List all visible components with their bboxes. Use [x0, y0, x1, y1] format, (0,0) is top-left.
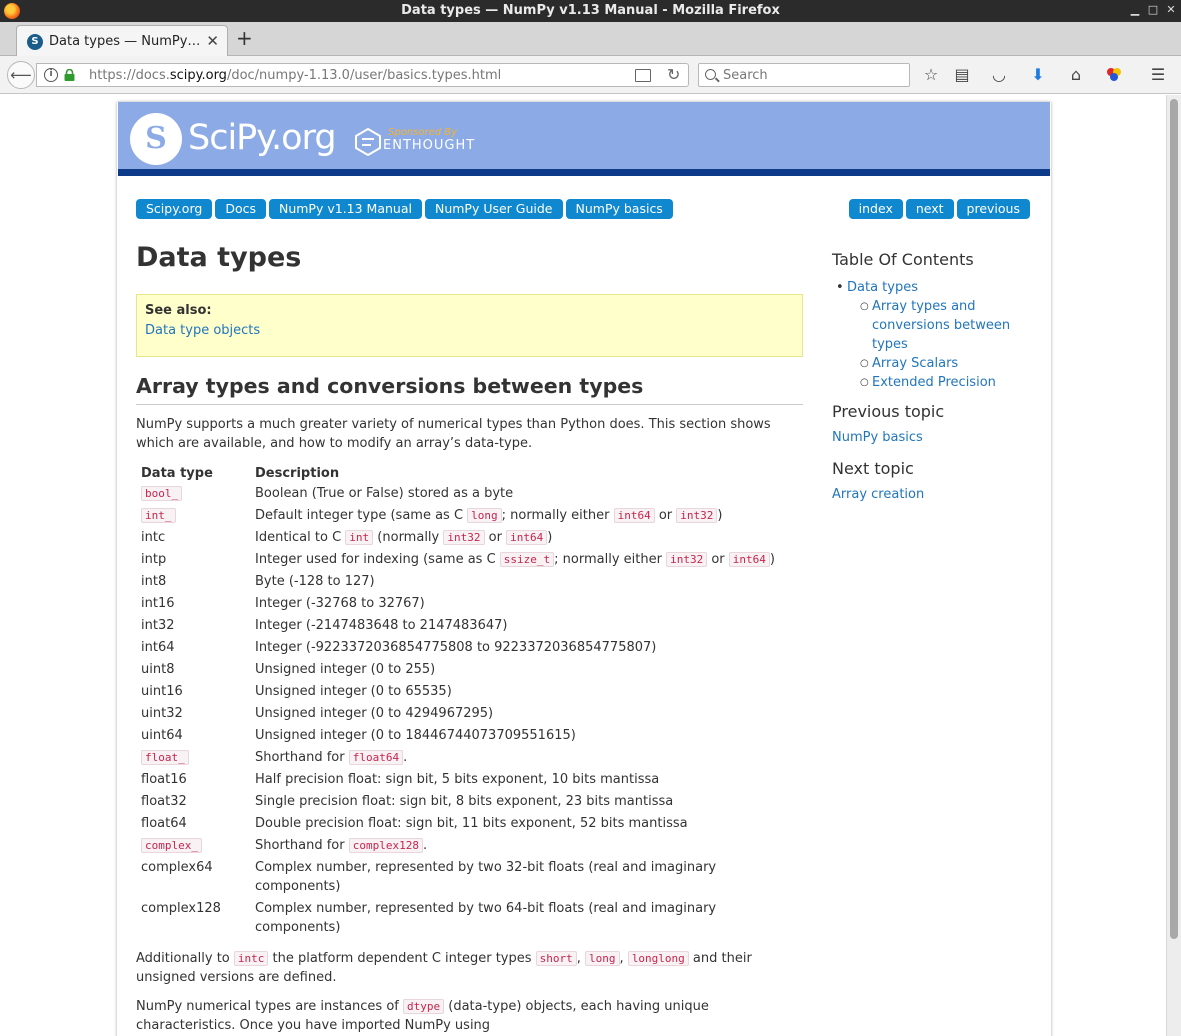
data-type-cell: [136, 724, 250, 746]
description-cell: [250, 570, 803, 592]
text-segment: Unsigned integer (0 to 18446744073709551615): [255, 728, 576, 743]
text-segment: (normally: [373, 530, 444, 545]
data-type-cell: [136, 812, 250, 834]
scipy-logo-icon[interactable]: S: [130, 113, 182, 165]
table-row: [136, 768, 803, 790]
info-icon[interactable]: i: [44, 68, 58, 82]
scipy-banner: [118, 102, 1050, 176]
description-cell: [250, 636, 803, 658]
inline-code: int32: [666, 552, 707, 567]
data-type-name: uint8: [141, 662, 175, 677]
enthought-logo-icon: [355, 128, 381, 156]
description-cell: [250, 592, 803, 614]
window-title: Data types — NumPy v1.13 Manual - Mozilla Firefox: [401, 3, 780, 18]
url-text[interactable]: https://docs.scipy.org/doc/numpy-1.13.0/user/basics.types.html: [89, 68, 502, 83]
inline-code: longlong: [628, 951, 689, 966]
table-row: [136, 526, 803, 548]
maximize-icon[interactable]: □: [1147, 3, 1159, 16]
window-titlebar: [0, 0, 1181, 22]
description-cell: [250, 790, 803, 812]
inline-code: long: [585, 951, 620, 966]
breadcrumb-numpy-user-guide[interactable]: NumPy User Guide: [425, 199, 563, 219]
toc-item: [847, 278, 1032, 392]
data-type-cell: [136, 856, 250, 897]
pocket-icon[interactable]: ◡: [992, 65, 1006, 84]
minimize-icon[interactable]: ▁: [1130, 3, 1140, 16]
bookmarks-list-icon[interactable]: ▤: [954, 65, 970, 84]
reader-view-icon[interactable]: [635, 69, 651, 82]
main-content: [136, 242, 803, 1035]
text-segment: ,: [576, 951, 586, 966]
description-cell: [250, 812, 803, 834]
previous-topic-link[interactable]: NumPy basics: [832, 430, 923, 445]
toc-link-data-types[interactable]: Data types: [847, 280, 918, 295]
text-segment: Integer used for indexing (same as C: [255, 552, 500, 567]
breadcrumb-numpy-v1-13-manual[interactable]: NumPy v1.13 Manual: [269, 199, 422, 219]
scipy-logo-text[interactable]: SciPy.org: [188, 118, 336, 158]
inline-code: ssize_t: [500, 552, 554, 567]
text-segment: Single precision float: sign bit, 8 bits exponent, 23 bits mantissa: [255, 794, 674, 809]
sponsored-by-label: Sponsored By: [388, 127, 458, 138]
table-row: [136, 592, 803, 614]
text-segment: (data-type) objects, each having unique characteristics. Once you have imported NumPy using: [136, 999, 709, 1033]
previous-topic-heading: Previous topic: [832, 402, 945, 421]
data-types-table: [136, 464, 803, 938]
nav-previous-button[interactable]: previous: [957, 199, 1030, 219]
data-type-name: int32: [141, 618, 175, 633]
description-cell: [250, 834, 803, 856]
toc-heading: Table Of Contents: [832, 250, 974, 269]
text-segment: Integer (-32768 to 32767): [255, 596, 425, 611]
table-row: [136, 504, 803, 526]
inline-code: int64: [614, 508, 655, 523]
description-cell: [250, 504, 803, 526]
text-segment: Complex number, represented by two 64-bit floats (real and imaginary components): [255, 901, 717, 935]
description-cell: [250, 526, 803, 548]
toc-subitem: [872, 297, 1032, 354]
back-button[interactable]: ⟵: [7, 61, 35, 89]
vertical-scrollbar[interactable]: [1166, 95, 1181, 1036]
data-type-cell: [136, 636, 250, 658]
text-segment: or: [707, 552, 729, 567]
inline-code: int: [345, 530, 373, 545]
data-type-name: float64: [141, 816, 187, 831]
text-segment: Complex number, represented by two 32-bit floats (real and imaginary components): [255, 860, 717, 894]
data-type-cell: [136, 504, 250, 526]
description-cell: [250, 680, 803, 702]
text-segment: Double precision float: sign bit, 11 bits exponent, 52 bits mantissa: [255, 816, 688, 831]
lock-icon: [64, 69, 75, 81]
inline-code: short: [536, 951, 577, 966]
table-row: [136, 790, 803, 812]
color-addon-icon[interactable]: [1104, 65, 1124, 85]
toc-link-extended-precision[interactable]: Extended Precision: [872, 375, 996, 390]
data-type-name: float16: [141, 772, 187, 787]
data-type-name: float32: [141, 794, 187, 809]
docs-page: [117, 102, 1051, 1036]
data-type-name: int16: [141, 596, 175, 611]
section-title: Array types and conversions between types: [136, 374, 803, 405]
description-cell: [250, 548, 803, 570]
tab-strip: [0, 22, 1181, 56]
sidebar: [832, 250, 1032, 516]
table-row: [136, 702, 803, 724]
data-type-name: int64: [141, 640, 175, 655]
tab-close-icon[interactable]: ✕: [206, 32, 219, 50]
text-segment: .: [422, 838, 428, 853]
text-segment: the platform dependent C integer types: [268, 951, 536, 966]
dtype-paragraph: [136, 997, 803, 1035]
table-row: [136, 834, 803, 856]
data-type-cell: [136, 658, 250, 680]
text-segment: Byte (-128 to 127): [255, 574, 375, 589]
table-row: [136, 724, 803, 746]
breadcrumb-docs[interactable]: Docs: [215, 199, 266, 219]
text-segment: or: [654, 508, 677, 523]
toc-list: [847, 278, 1032, 392]
text-segment: Additionally to: [136, 951, 234, 966]
inline-code: intc: [234, 951, 269, 966]
data-type-cell: [136, 548, 250, 570]
data-type-name[interactable]: float_: [141, 750, 189, 765]
data-type-name: intp: [141, 552, 167, 567]
data-type-cell: [136, 570, 250, 592]
inline-code: int64: [729, 552, 770, 567]
inline-code: int64: [506, 530, 547, 545]
close-window-icon[interactable]: ✕: [1166, 3, 1176, 16]
table-row: [136, 812, 803, 834]
text-segment: ; normally either: [501, 508, 614, 523]
table-row: [136, 614, 803, 636]
data-type-name: uint64: [141, 728, 183, 743]
description-cell: [250, 897, 803, 938]
description-cell: [250, 768, 803, 790]
tab-data-types[interactable]: [16, 25, 228, 56]
table-row: [136, 856, 803, 897]
text-segment: Integer (-9223372036854775808 to 9223372036854775807): [255, 640, 657, 655]
data-type-cell: [136, 746, 250, 768]
data-type-cell: [136, 768, 250, 790]
inline-code: long: [467, 508, 502, 523]
text-segment: Unsigned integer (0 to 4294967295): [255, 706, 494, 721]
text-segment: Shorthand for: [255, 838, 349, 853]
toc-subitem: [872, 354, 1032, 373]
column-header-description: Description: [255, 466, 340, 481]
scrollbar-thumb[interactable]: [1170, 99, 1178, 939]
data-type-name: int8: [141, 574, 167, 589]
inline-code: int32: [676, 508, 717, 523]
data-type-cell: [136, 897, 250, 938]
breadcrumb-scipy-org[interactable]: Scipy.org: [136, 199, 212, 219]
breadcrumb-numpy-basics[interactable]: NumPy basics: [566, 199, 673, 219]
table-row: [136, 658, 803, 680]
data-type-cell: [136, 526, 250, 548]
table-row: [136, 548, 803, 570]
inline-code: complex128: [349, 838, 423, 853]
tab-title: Data types — NumPy…: [49, 34, 201, 49]
new-tab-button[interactable]: +: [236, 26, 253, 50]
toc-subitem: [872, 373, 1032, 392]
see-also-label: See also:: [145, 303, 212, 318]
text-segment: Boolean (True or False) stored as a byte: [255, 486, 514, 501]
data-type-cell: [136, 790, 250, 812]
bookmark-star-icon[interactable]: ☆: [923, 65, 939, 84]
data-type-cell: [136, 680, 250, 702]
nav-next-button[interactable]: next: [906, 199, 954, 219]
search-icon: [705, 69, 716, 80]
text-segment: and their unsigned versions are defined.: [136, 951, 752, 985]
inline-code: int32: [443, 530, 484, 545]
data-type-name[interactable]: bool_: [141, 486, 182, 501]
search-input[interactable]: [723, 67, 903, 83]
see-also-link[interactable]: Data type objects: [145, 323, 261, 338]
intro-paragraph: NumPy supports a much greater variety of numerical types than Python does. This section shows which are available, and how to modify an array’s data-type.: [136, 417, 771, 451]
platform-types-paragraph: [136, 949, 803, 987]
table-row: [136, 746, 803, 768]
page-viewport: [0, 95, 1181, 1036]
description-cell: [250, 702, 803, 724]
inline-code: float64: [349, 750, 403, 765]
description-cell: [250, 614, 803, 636]
reload-icon[interactable]: ↻: [667, 65, 681, 84]
text-segment: .: [403, 750, 408, 765]
sponsor-name[interactable]: ENTHOUGHT: [383, 138, 476, 153]
toc-sublist: [872, 297, 1032, 392]
data-type-name: intc: [141, 530, 166, 545]
text-segment: Unsigned integer (0 to 65535): [255, 684, 452, 699]
description-cell: [250, 856, 803, 897]
text-segment: Half precision float: sign bit, 5 bits exponent, 10 bits mantissa: [255, 772, 660, 787]
table-header-row: [136, 464, 803, 482]
menu-icon[interactable]: ☰: [1150, 65, 1166, 84]
table-row: [136, 570, 803, 592]
inline-code: dtype: [403, 999, 444, 1014]
text-segment: Default integer type (same as C: [255, 508, 468, 523]
description-cell: [250, 658, 803, 680]
text-segment: or: [484, 530, 507, 545]
data-type-cell: [136, 614, 250, 636]
toc-link-array-types-and-conversions-between-types[interactable]: Array types and conversions between types: [872, 299, 1011, 352]
text-segment: ; normally either: [554, 552, 667, 567]
breadcrumb: [136, 199, 676, 219]
data-type-name: uint16: [141, 684, 183, 699]
text-segment: ): [769, 552, 775, 567]
table-row: [136, 680, 803, 702]
toc-link-array-scalars[interactable]: Array Scalars: [872, 356, 959, 371]
data-type-name: complex64: [141, 860, 213, 875]
search-bar[interactable]: [698, 63, 910, 87]
nav-index-button[interactable]: index: [849, 199, 903, 219]
table-row: [136, 482, 803, 504]
data-type-name: uint32: [141, 706, 183, 721]
text-segment: ): [547, 530, 553, 545]
text-segment: NumPy numerical types are instances of: [136, 999, 403, 1014]
data-type-cell: [136, 702, 250, 724]
column-header-data-type: Data type: [141, 466, 213, 481]
next-topic-link[interactable]: Array creation: [832, 487, 925, 502]
description-cell: [250, 724, 803, 746]
downloads-icon[interactable]: ⬇: [1031, 65, 1045, 84]
text-segment: Unsigned integer (0 to 255): [255, 662, 436, 677]
text-segment: Shorthand for: [255, 750, 349, 765]
next-topic-heading: Next topic: [832, 459, 914, 478]
navigation-toolbar: [0, 56, 1181, 94]
description-cell: [250, 482, 803, 504]
see-also-box: [136, 294, 803, 357]
home-icon[interactable]: ⌂: [1070, 65, 1082, 84]
data-type-name[interactable]: complex_: [141, 838, 202, 853]
data-type-name[interactable]: int_: [141, 508, 176, 523]
text-segment: ,: [619, 951, 628, 966]
table-row: [136, 636, 803, 658]
data-type-cell: [136, 592, 250, 614]
text-segment: Identical to C: [255, 530, 346, 545]
scipy-favicon-icon: S: [27, 34, 43, 50]
related-nav: [846, 199, 1030, 219]
data-type-cell: [136, 482, 250, 504]
data-type-cell: [136, 834, 250, 856]
table-row: [136, 897, 803, 938]
data-type-name: complex128: [141, 901, 221, 916]
url-bar[interactable]: [36, 63, 689, 87]
page-title: Data types: [136, 242, 302, 273]
description-cell: [250, 746, 803, 768]
text-segment: Integer (-2147483648 to 2147483647): [255, 618, 508, 633]
text-segment: ): [717, 508, 723, 523]
